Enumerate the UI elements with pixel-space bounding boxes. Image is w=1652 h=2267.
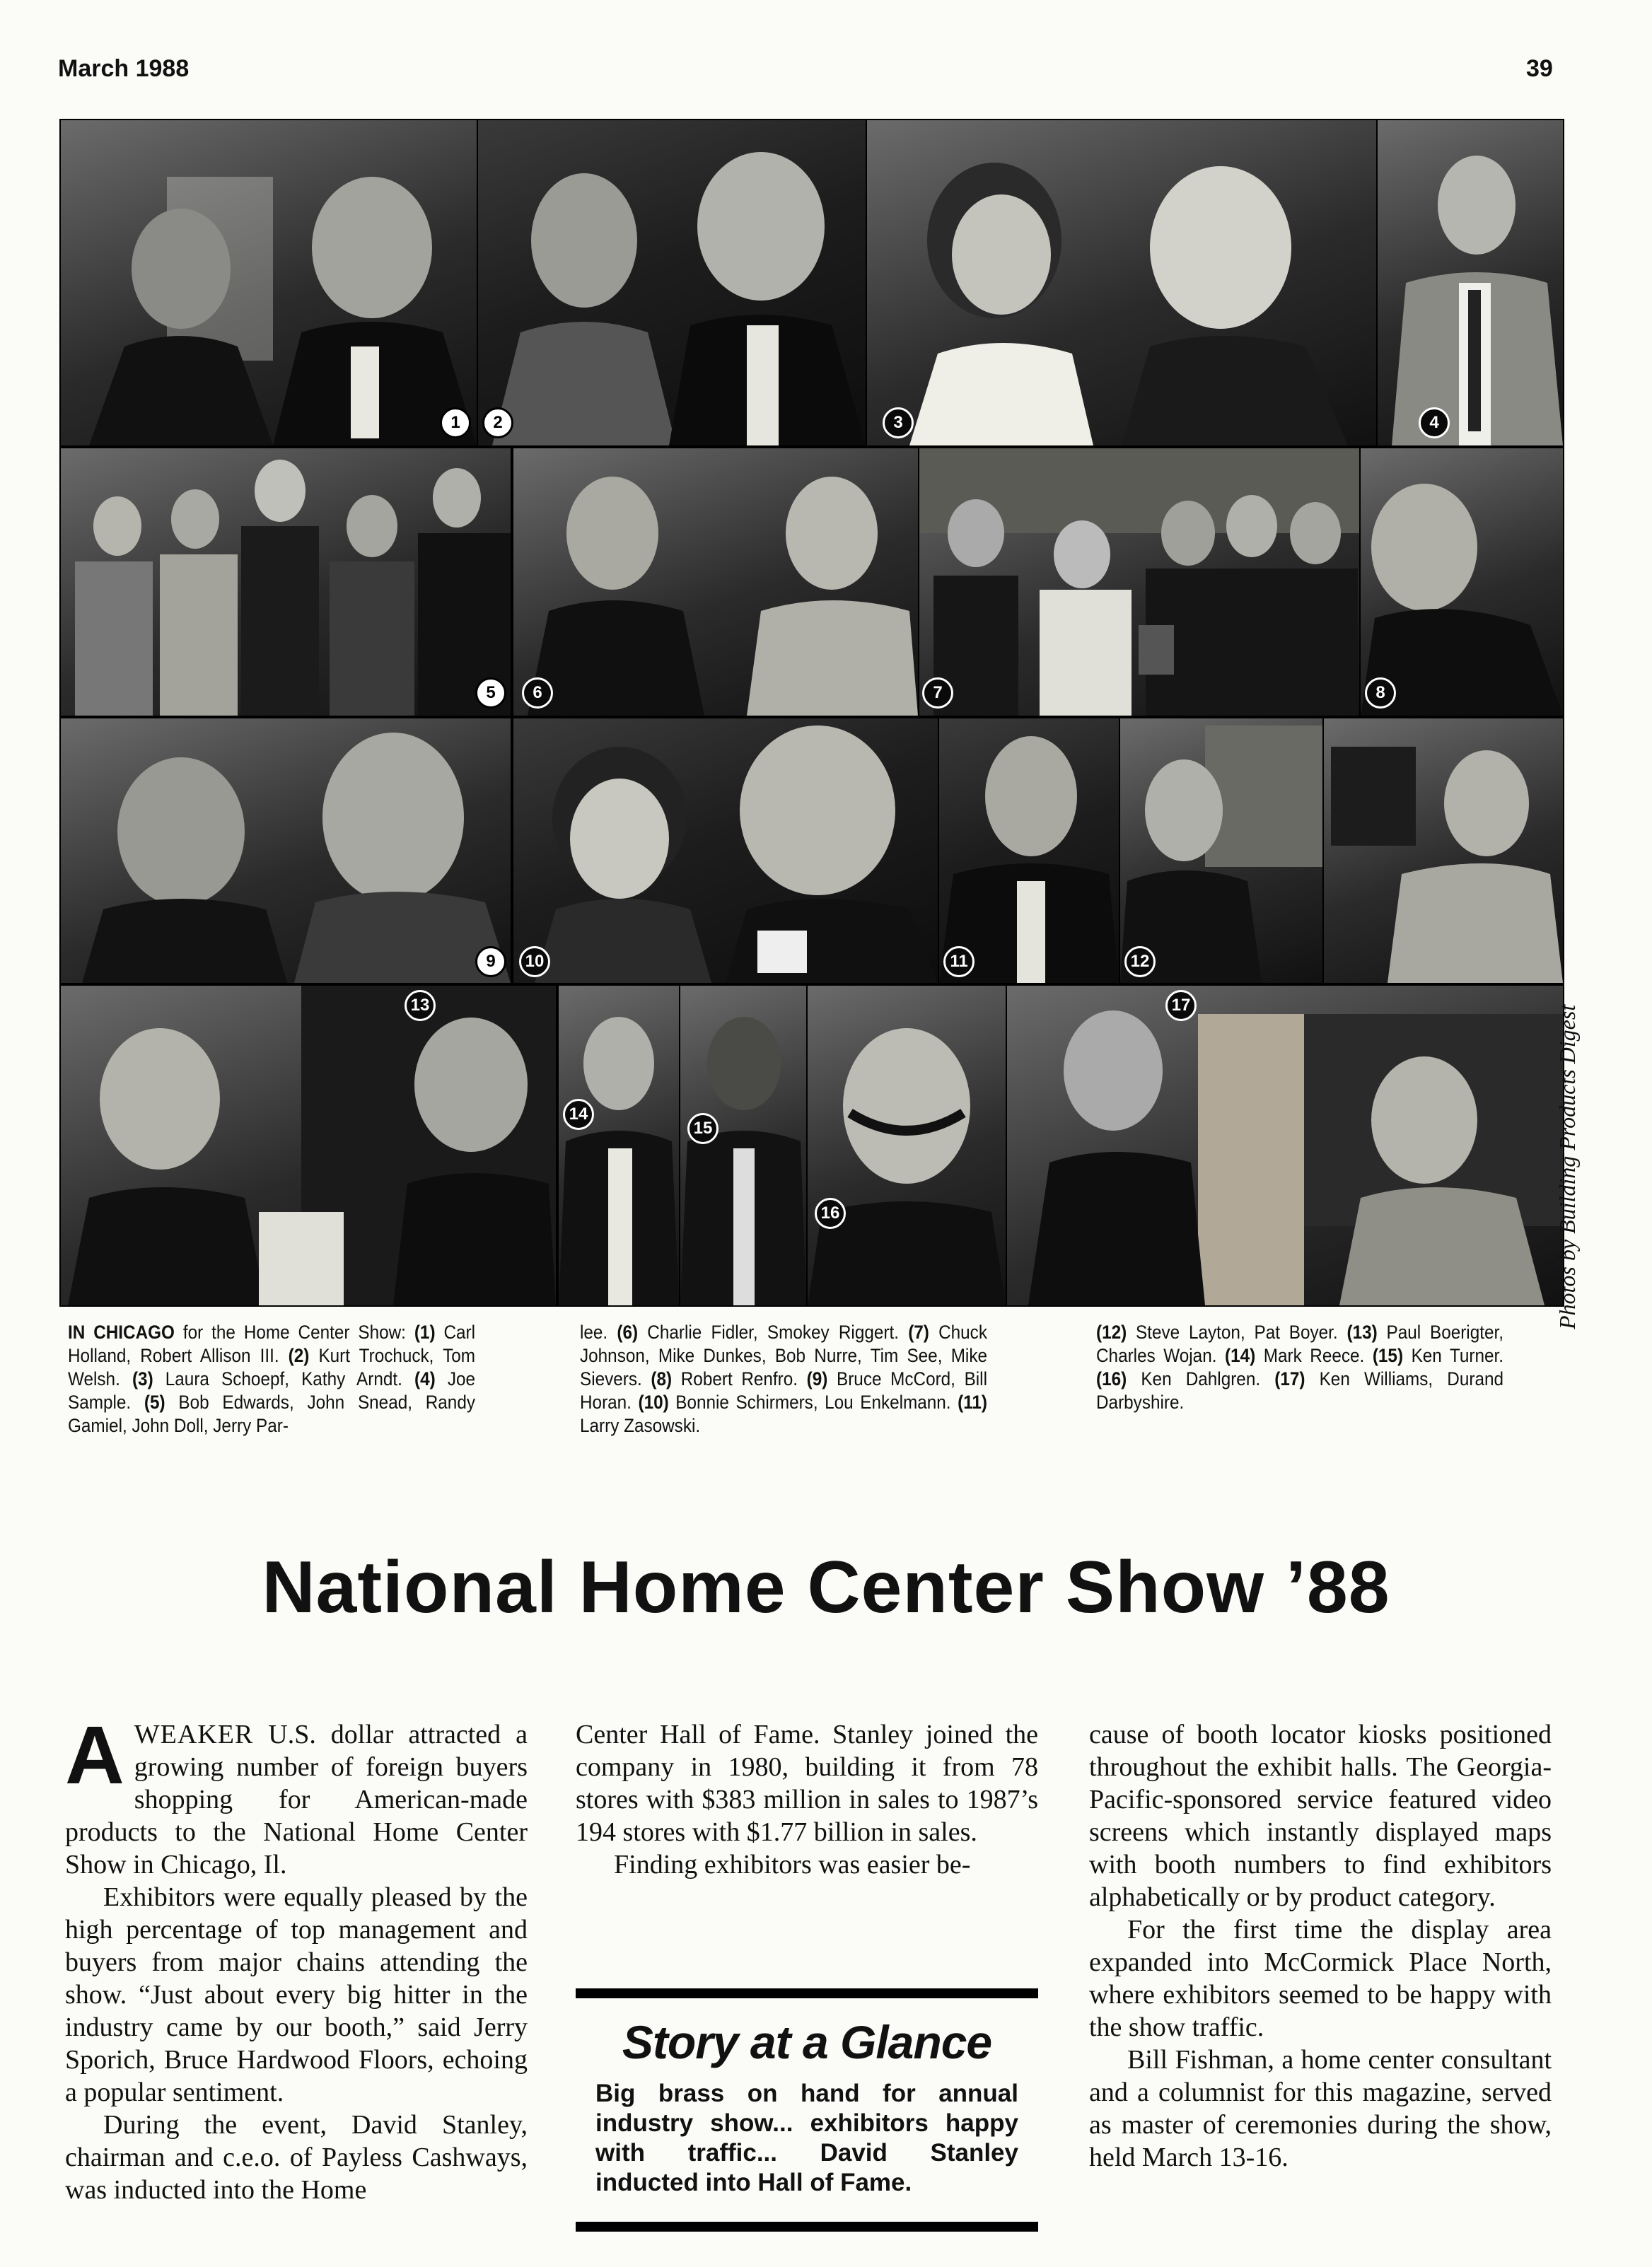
caption-num: (16) (1096, 1368, 1127, 1389)
caption-text: Bonnie Schirmers, Lou Enkelmann. (668, 1392, 958, 1413)
photo-number-badge: 17 (1165, 990, 1197, 1021)
caption-text: Bob Edwards, John Snead, Randy Gamiel, John Doll, Jerry Par- (68, 1392, 475, 1436)
caption-num: (6) (617, 1322, 639, 1343)
photo-2 (477, 119, 867, 447)
story-at-a-glance-box (576, 1988, 1038, 2232)
photo-12 (1119, 717, 1324, 984)
paragraph (65, 1709, 528, 1881)
photo-3 (866, 119, 1378, 447)
photo-13 (59, 984, 557, 1307)
glance-title: Story at a Glance (622, 2016, 992, 2068)
paragraph: Bill Fishman, a home center consultant and a columnist for this magazine, served as master of ceremonies during the show, held March 13-16. (1089, 2045, 1552, 2172)
caption-text: Kurt Trochuck, Tom Welsh. (68, 1345, 475, 1389)
photo-15 (679, 984, 808, 1307)
caption-text: lee. (580, 1322, 617, 1343)
paragraph: Center Hall of Fame. Stanley joined the company in 1980, building it from 78 stores with $383 million in sales to 1987’s 194 stores with $1.77 billion in sales. (576, 1720, 1038, 1847)
caption-num: (3) (132, 1368, 153, 1389)
photo-number-badge: 4 (1419, 407, 1450, 438)
photo-14 (557, 984, 680, 1307)
caption-num: (7) (908, 1322, 929, 1343)
caption-text: Larry Zasowski. (580, 1415, 701, 1436)
photo-1 (59, 119, 478, 447)
caption-column-1 (68, 1321, 475, 1438)
photo-16 (806, 984, 1007, 1307)
drop-cap: A (65, 1709, 124, 1801)
caption-num: (13) (1346, 1322, 1378, 1343)
caption-text: Chuck Johnson, Mike Dunkes, Bob Nurre, Tim See, Mike Sievers. (580, 1322, 987, 1389)
caption-text: for the Home Center Show: (174, 1322, 414, 1343)
photo-collage (59, 119, 1561, 1304)
photo-number-badge: 2 (482, 407, 513, 438)
photo-13-right (1322, 717, 1564, 984)
photo-number-badge: 16 (815, 1198, 846, 1229)
photo-number-badge: 15 (687, 1113, 719, 1144)
paragraph: Finding exhibitors was easier be- (614, 1850, 971, 1880)
photo-number-badge: 8 (1365, 677, 1396, 709)
caption-num: (15) (1372, 1345, 1404, 1366)
caption-text: Joe Sample. (68, 1368, 475, 1413)
caption-lead: IN CHICAGO (68, 1322, 175, 1343)
article-column-1 (65, 1709, 528, 2206)
caption-num: (17) (1274, 1368, 1305, 1389)
photo-6 (512, 447, 919, 717)
caption-text: Robert Renfro. (672, 1368, 807, 1389)
caption-num: (11) (958, 1392, 987, 1413)
caption-column-3 (1096, 1321, 1503, 1414)
page-number: 39 (1526, 55, 1553, 82)
paragraph: Exhibitors were equally pleased by the high percentage of top management and buyers from major chains attending the show. “Just about every big hitter in the industry came by our booth,” said Jerry Sporich, Bruce Hardwood Floors, echoing a popular sentiment. (65, 1882, 528, 2107)
caption-text: Paul Boerigter, Charles Wojan. (1096, 1322, 1503, 1366)
caption-text: Mark Reece. (1255, 1345, 1373, 1366)
caption-text: Ken Dahlgren. (1127, 1368, 1275, 1389)
photo-11 (938, 717, 1120, 984)
caption-num: (12) (1096, 1322, 1127, 1343)
caption-num: (1) (414, 1322, 436, 1343)
caption-num: (5) (144, 1392, 165, 1413)
caption-text: Steve Layton, Pat Boyer. (1127, 1322, 1347, 1343)
photo-number-badge: 7 (922, 677, 953, 709)
article-headline: National Home Center Show ’88 (262, 1546, 1390, 1628)
photo-number-badge: 9 (475, 946, 506, 977)
paragraph: cause of booth locator kiosks positioned throughout the exhibit halls. The Georgia-Pacific-sponsored service featured video screens which instantly displayed maps with booth numbers to find exhibitors alphabetically or by product category. (1089, 1720, 1552, 1912)
photo-number-badge: 14 (563, 1099, 594, 1130)
photo-number-badge: 5 (475, 677, 506, 709)
photo-number-badge: 6 (522, 677, 553, 709)
rule-top (576, 1988, 1038, 1998)
photo-number-badge: 1 (440, 407, 471, 438)
caption-num: (2) (288, 1345, 310, 1366)
photo-number-badge: 13 (405, 990, 436, 1021)
rule-bottom (576, 2222, 1038, 2232)
paragraph-text: U.S. dollar attracted a growing number of foreign buyers shopping for American-made products to the National Home Center Show in Chicago, Il. (65, 1720, 528, 1880)
photo-credit: Photos by Building Products Digest (1554, 1004, 1580, 1329)
caption-num: (4) (414, 1368, 436, 1389)
lead-in-text: WEAKER (134, 1720, 254, 1749)
photo-number-badge: 11 (943, 946, 975, 977)
photo-9 (59, 717, 512, 984)
caption-num: (9) (806, 1368, 828, 1389)
article-column-2 (576, 1718, 1038, 1881)
caption-num: (10) (638, 1392, 669, 1413)
glance-body: Big brass on hand for annual industry show... exhibitors happy with traffic... David Stanley inducted into Hall of Fame. (595, 2080, 1018, 2196)
caption-text: Ken Williams, Durand Darbyshire. (1096, 1368, 1503, 1413)
caption-column-2 (580, 1321, 987, 1438)
photo-number-badge: 3 (883, 407, 914, 438)
photo-7 (918, 447, 1361, 717)
photo-8 (1359, 447, 1564, 717)
caption-text: Bruce McCord, Bill Horan. (580, 1368, 987, 1413)
paragraph: For the first time the display area expanded into McCormick Place North, where exhibitors seemed to be happy with the show traffic. (1089, 1915, 1552, 2042)
paragraph: During the event, David Stanley, chairman and c.e.o. of Payless Cashways, was inducted into the Home (65, 2110, 528, 2205)
photo-5 (59, 447, 512, 717)
photo-number-badge: 12 (1124, 946, 1156, 977)
caption-text: Ken Turner. (1403, 1345, 1503, 1366)
photo-4 (1376, 119, 1564, 447)
caption-num: (14) (1224, 1345, 1256, 1366)
article-column-3 (1089, 1718, 1552, 2174)
caption-text: Charlie Fidler, Smokey Riggert. (638, 1322, 909, 1343)
photo-number-badge: 10 (519, 946, 550, 977)
caption-text: Laura Schoepf, Kathy Arndt. (153, 1368, 414, 1389)
issue-date: March 1988 (58, 55, 190, 82)
caption-text: Carl Holland, Robert Allison III. (68, 1322, 475, 1366)
caption-num: (8) (651, 1368, 673, 1389)
photo-10 (512, 717, 939, 984)
photo-17 (1006, 984, 1564, 1307)
